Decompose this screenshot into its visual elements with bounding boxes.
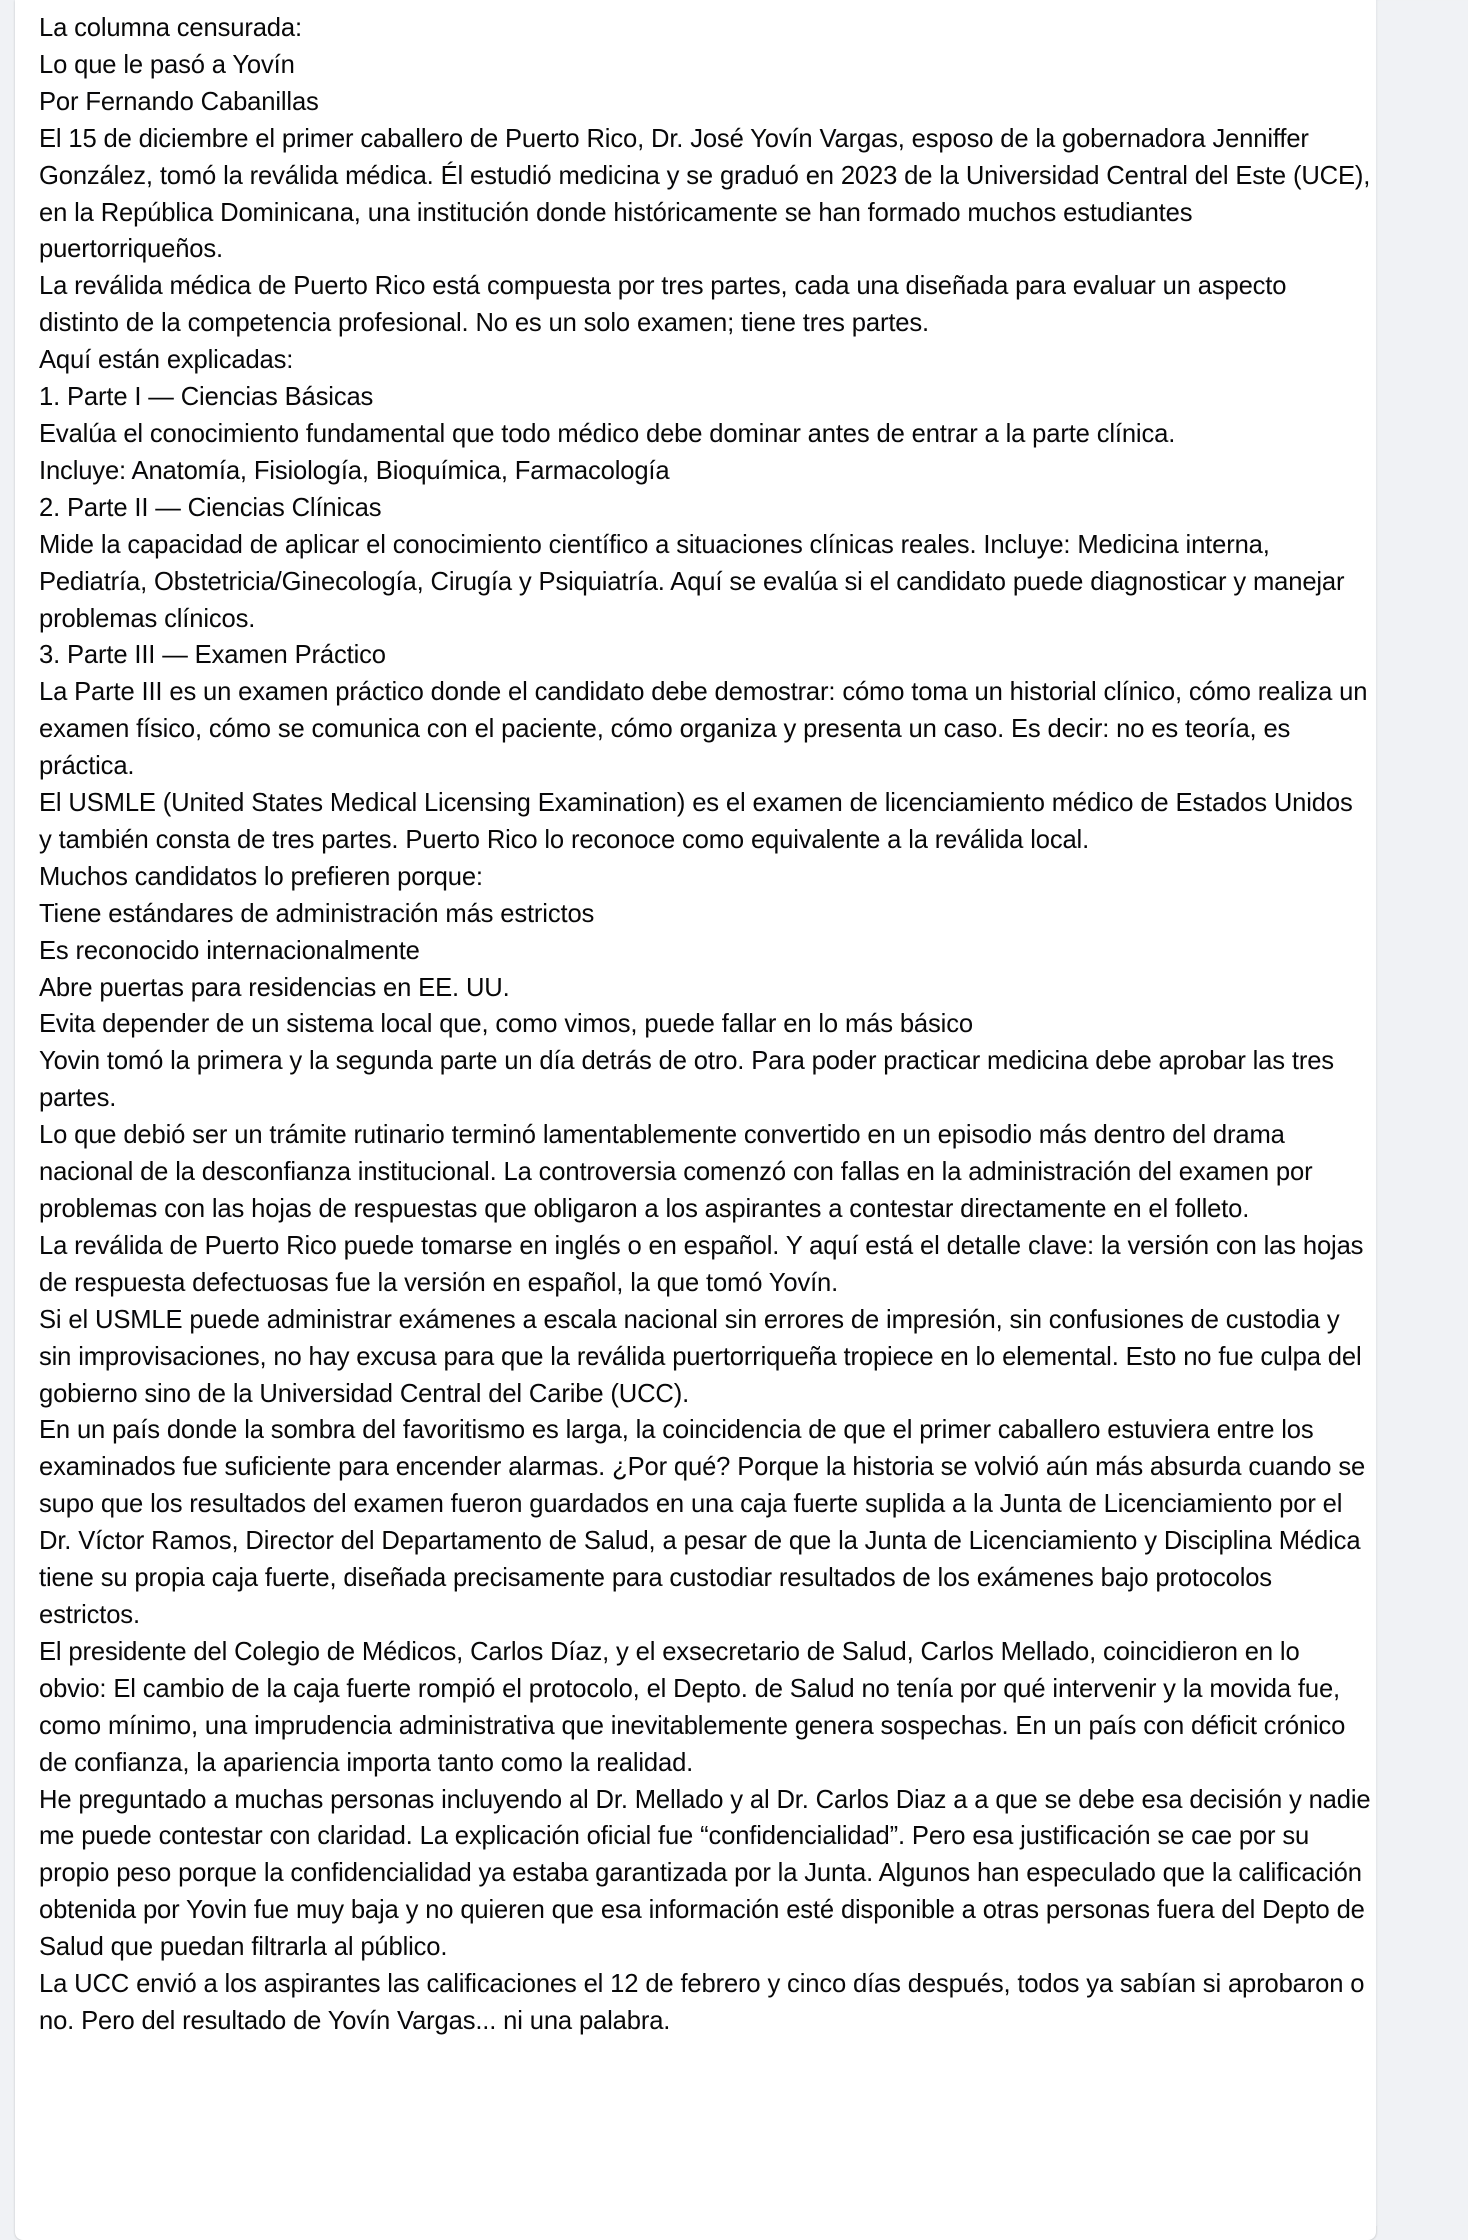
left-gutter [0,0,15,2226]
paragraph-intro: El 15 de diciembre el primer caballero de Puerto Rico, Dr. José Yovín Vargas, esposo de la gobernadora Jenniffer González, tomó la reválida médica. Él estudió medicina y se graduó en 2023 de la Universidad Central del Este (UCE), en la República Dominicana, una institución donde históricamente se han formado muchos estudiantes puertorriqueños. [39,124,1371,264]
paragraph-usmle-comparison: Si el USMLE puede administrar exámenes a escala nacional sin errores de impresión, sin confusiones de custodia y sin improvisaciones, no hay excusa para que la reválida puertorriqueña tropiece en lo elemental. Esto no fue culpa del gobierno sino de la Universidad Central del Caribe (UCC). [39,1305,1362,1408]
paragraph-yovin-took: Yovin tomó la primera y la segunda parte un día detrás de otro. Para poder practicar medicina debe aprobar las tres partes. [39,1047,1334,1113]
paragraph-language: La reválida de Puerto Rico puede tomarse en inglés o en español. Y aquí está el detalle clave: la versión con las hojas de respuesta defectuosas fue la versión en español, la que tomó Yovín. [39,1231,1364,1297]
list-item: Es reconocido internacionalmente [39,936,420,965]
heading-part-2: 2. Parte II — Ciencias Clínicas [39,493,382,522]
post-title: Lo que le pasó a Yovín [39,50,295,79]
paragraph-revalida-parts: La reválida médica de Puerto Rico está compuesta por tres partes, cada una diseñada para evaluar un aspecto distinto de la competencia profesional. No es un solo examen; tiene tres partes. [39,272,1287,338]
paragraph-prefer: Muchos candidatos lo prefieren porque: [39,862,483,891]
paragraph-asked: He preguntado a muchas personas incluyendo al Dr. Mellado y al Dr. Carlos Diaz a a que se debe esa decisión y nadie me puede contestar con claridad. La explicación oficial fue “confidencialidad”. Pero esa justificación se cae por su propio peso porque la confidencialidad ya estaba garantizada por la Junta. Algunos han especulado que la calificación obtenida por Yovin fue muy baja y no quieren que esa información esté disponible a otras personas fuera del Depto de Salud que puedan filtrarla al público. [39,1785,1371,1962]
post-body [39,10,1371,2040]
list-item: Tiene estándares de administración más estrictos [39,899,595,928]
post-card [15,0,1376,2240]
post-label: La columna censurada: [39,14,302,42]
paragraph-colegio: El presidente del Colegio de Médicos, Carlos Díaz, y el exsecretario de Salud, Carlos Mellado, coincidieron en lo obvio: El cambio de la caja fuerte rompió el protocolo, el Depto. de Salud no tenía por qué intervenir y la movida fue, como mínimo, una imprudencia administrativa que inevitablemente genera sospechas. En un país con déficit crónico de confianza, la apariencia importa tanto como la realidad. [39,1637,1346,1777]
paragraph-part-2-desc: Mide la capacidad de aplicar el conocimiento científico a situaciones clínicas reales. Incluye: Medicina interna, Pediatría, Obstetricia/Ginecología, Cirugía y Psiquiatría. Aquí se evalúa si el candidato puede diagnosticar y manejar problemas clínicos. [39,530,1345,633]
list-item: Abre puertas para residencias en EE. UU. [39,973,510,1002]
paragraph-part-1-desc: Evalúa el conocimiento fundamental que todo médico debe dominar antes de entrar a la parte clínica. [39,419,1176,448]
paragraph-part-3-desc: La Parte III es un examen práctico donde el candidato debe demostrar: cómo toma un historial clínico, cómo realiza un examen físico, cómo se comunica con el paciente, cómo organiza y presenta un caso. Es decir: no es teoría, es práctica. [39,678,1368,781]
heading-part-3: 3. Parte III — Examen Práctico [39,641,386,670]
paragraph-part-1-includes: Incluye: Anatomía, Fisiología, Bioquímica, Farmacología [39,456,670,485]
heading-part-1: 1. Parte I — Ciencias Básicas [39,383,374,412]
paragraph-favoritism: En un país donde la sombra del favoritismo es larga, la coincidencia de que el primer caballero estuviera entre los examinados fue suficiente para encender alarmas. ¿Por qué? Porque la historia se volvió aún más absurda cuando se supo que los resultados del examen fueron guardados en una caja fuerte suplida a la Junta de Licenciamiento por el Dr. Víctor Ramos, Director del Departamento de Salud, a pesar de que la Junta de Licenciamiento y Disciplina Médica tiene su propia caja fuerte, diseñada precisamente para custodiar resultados de los exámenes bajo protocolos estrictos. [39,1416,1366,1629]
paragraph-controversy: Lo que debió ser un trámite rutinario terminó lamentablemente convertido en un episodio más dentro del drama nacional de la desconfianza institucional. La controversia comenzó con fallas en la administración del examen por problemas con las hojas de respuestas que obligaron a los aspirantes a contestar directamente en el folleto. [39,1121,1313,1223]
paragraph-explained: Aquí están explicadas: [39,346,294,375]
post-byline: Por Fernando Cabanillas [39,87,319,116]
list-item: Evita depender de un sistema local que, como vimos, puede fallar en lo más básico [39,1010,973,1039]
paragraph-usmle: El USMLE (United States Medical Licensing Examination) es el examen de licenciamiento médico de Estados Unidos y también consta de tres partes. Puerto Rico lo reconoce como equivalente a la reválida local. [39,789,1353,854]
right-rail [1376,0,1468,2226]
paragraph-results: La UCC envió a los aspirantes las calificaciones el 12 de febrero y cinco días después, todos ya sabían si aprobaron o no. Pero del resultado de Yovín Vargas... ni una palabra. [39,1970,1365,2035]
